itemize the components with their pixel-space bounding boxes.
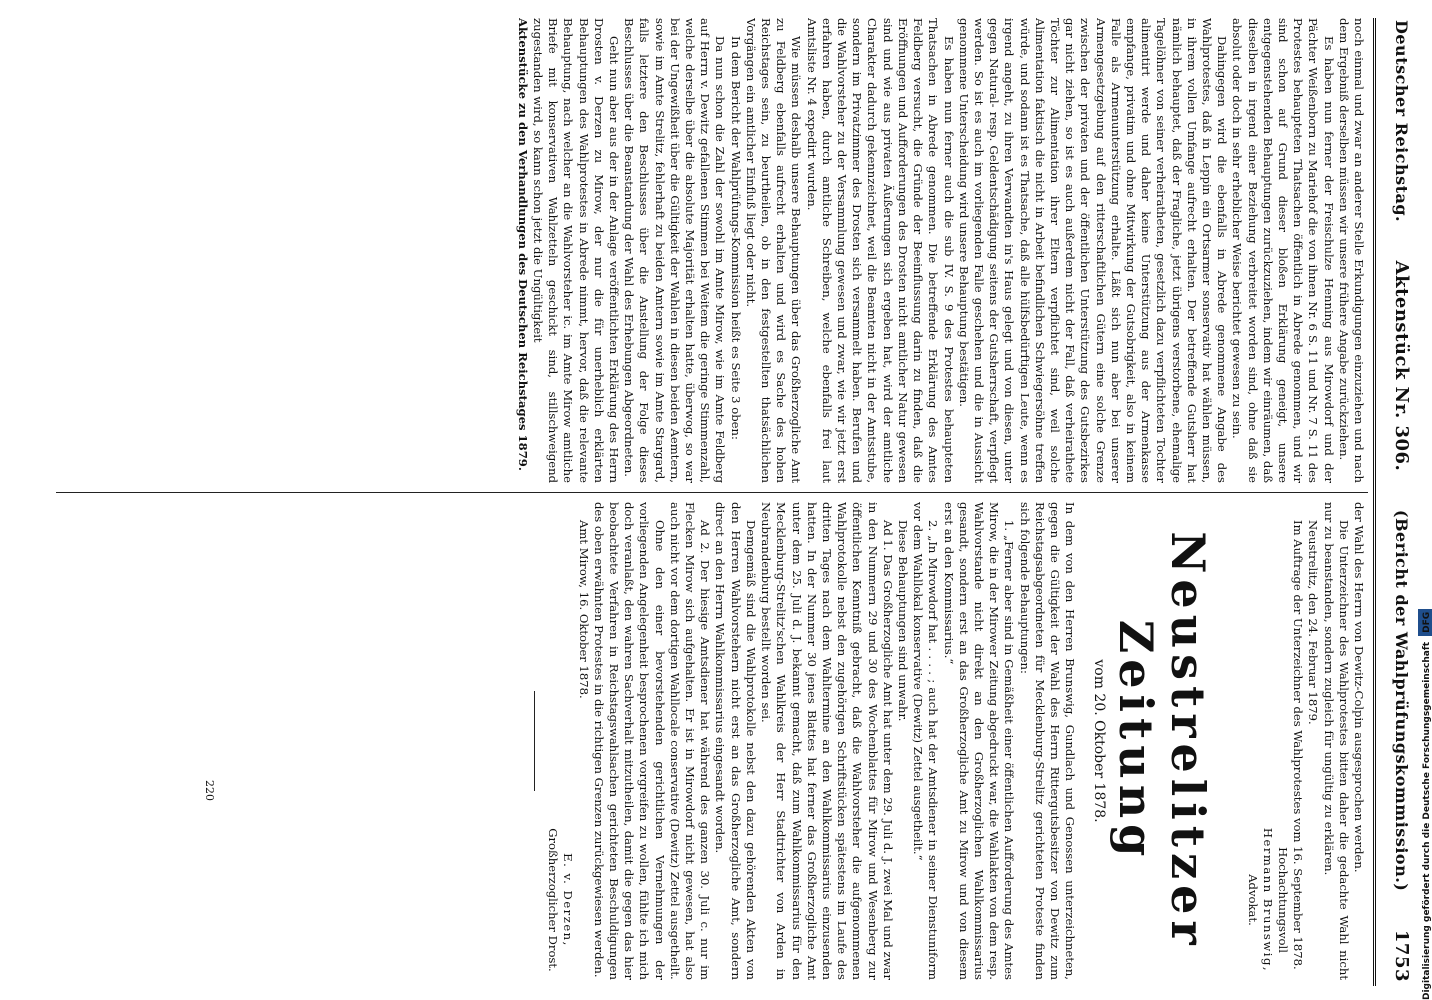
header-middle: Aktenstück Nr. 306. bbox=[1391, 260, 1412, 472]
right-paragraph: der Wahl des Herrn von Dewitz-Colpin ausgesprochen werden. bbox=[1352, 502, 1366, 873]
newspaper-page bbox=[16, 0, 1416, 1000]
right-paragraph: Ad 2. Der hiesige Amtsdiener hat während des ganzen 30. Juli c. nur im Flecken Mirow sich aufgehalten. Er ist in Mirowdorf nicht gewesen, hat also auch nicht vor dem dortigen Wahllocale conservative (Dewitz) Zettel ausgetheilt. bbox=[667, 502, 713, 980]
column-divider bbox=[56, 492, 1368, 493]
left-paragraph: Es haben nun ferner auch die sub IV. S. 9 des Protestes behaupteten Thatsachen in Abrede genommen. Die betreffende Erklärung des Amtes Feldberg versucht, die Gründe der Beeinflussung darin zu finden, daß die Eröffnungen und Aufforderungen des Drosten nicht amtlicher Natur gewesen sind und wie aus privaten Äußerungen sich ergeben hat, wird der amtliche Charakter dadurch gekennzeichnet, weil die Beamten nicht in der Amtsstube, sondern im Privatzimmer des Drosten sich versammelt haben. Berufen und die Wahlvorsteher zu der Versammlung gewesen und zwar, wie wir jetzt erst erfahren haben, durch amtliche Schreiben, welche ebenfalls frei laut Amtsliste Nr. 4 expedirt wurden. bbox=[804, 18, 956, 483]
left-paragraph: Dahingegen wird die ebenfalls in Abrede genommene Angabe des Wahlprotestes, daß in Leppin ein Ortsarmer sonservativ hat wählen müssen, in ihrem vollen Umfange aufrecht erhalten. Der betreffende Gutsherr hat nämlich behauptet, daß der Fragliche, jetzt übrigens verstorbene, ehemalige Tagelöhner von seiner verheiratheten, gesetzlich dazu verpflichteten Tochter alimentirt werde und daher keine Unterstützung aus der Armenkasse empfange, privatim und ohne Mitwirkung der Gutsobrigkeit, also in keinem Falle als Armenunterstützung erhalte. Läßt sich nun aber bei unserer Armengesetzgebung auf den ritterschaftlichen Gütern eine solche Grenze zwischen der privaten und der öffentlichen Unterstützung des Gutsbezirkes gar nicht ziehen, so ist es auch außerdem nicht der Fall, daß verheirathete Töchter zur Alimentation ihrer Eltern verpflichtet sind, weil solche Alimentation faktisch die nicht in Arbeit befindlichen Schwiegersöhne treffen würde, und sodann ist es Thatsache, daß alle hülfsbedürftigen Leute, wenn es irgend angeht, zu ihren Verwandten in's Haus gelegt und von diesen, unter gegen Natural- resp. Geldentschädigung seitens der Gutsherrschaft, verpflegt werden. So ist es auch im vorliegenden Falle geschehen und die in Aussicht genommene Unterscheidung wird unsere Behauptung bestätigen. bbox=[956, 18, 1230, 483]
right-paragraph: Ad 1. Das Großherzogliche Amt hat unter dem 29. Juli d. J. zwei Mal und zwar in den Nummern 29 und 30 des Wochenblattes für Mirow und Wesenberg zur öffentlichen Kenntniß gebracht, daß die Wahlvorsteher die aufgenommenen Wahlprotokolle nebst den zugehörigen Schriftstücken spätestens im Laufe des dritten Tages nach dem Wahltermine an den Wahlkommissarius einzusenden hatten. In der Nummer 30 jenes Blattes hat ferner das Großherzogliche Amt unter dem 25. Juli d. J. bekannt gemacht, daß zum Wahlkommissarius für den Mecklenburg-Strelitz'schen Wahlkreis der Herr Stadtrichter von Arden in Neubrandenburg bestellt worden sei. bbox=[759, 502, 895, 980]
header-page-number: 1753 bbox=[1391, 929, 1412, 982]
right-paragraph: Demgemäß sind die Wahlprotokolle nebst den dazu gehörenden Akten von den Herren Wahlvorstehern nicht erst an das Großherzogliche Amt, sondern direct an den Herrn Wahlkommissarius eingesandt worden. bbox=[713, 502, 758, 980]
masthead-title: Neustrelitzer Zeitung bbox=[1109, 531, 1216, 951]
right-date: Neustrelitz, den 24. Februar 1879. bbox=[1306, 520, 1321, 725]
scan-credit-strip bbox=[1412, 0, 1432, 1000]
right-paragraph: 1. „Ferner aber sind in Gemäßheit einer öffentlichen Aufforderung des Amtes Mirow, die in der Mirower Zeitung abgedruckt war, die Wahlakten von dem resp. Wahlvorstande nicht direkt an den Großherzoglichen Wahlkommissarius gesandt, sondern erst an das Großherzogliche Amt zu Mirow und von diesem erst an den Kommissarius.“ bbox=[941, 502, 1017, 980]
scan-credit-label: Digitalisierung gefördert durch die Deutsche Forschungsgemeinschaft bbox=[1422, 641, 1432, 1000]
left-paragraph: noch einmal und zwar an anderer Stelle Erkundigungen einzuziehen und nach dem Ergebniß derselben müssen wir unsere frühere Angabe zurückziehen. bbox=[1336, 18, 1366, 483]
signature-line: Großherzoglicher Drost. bbox=[546, 828, 561, 972]
right-paragraph: Ohne den einer bevorstehenden gerichtlichen Vernehmungen der vorliegenden Angelegenheit besprochenen vorgreifen zu wollen, fühlte ich mich doch veranlaßt, den wahren Sachverhalt mitzutheilen, damit die gegen das hier beobachtete Verfahren in Reichstagswahlsachen gerichteten Beschuldigungen des oben erwähnten Protestes in die richtigen Grenzen zurückgewiesen werden. bbox=[591, 502, 667, 980]
left-column bbox=[52, 18, 1366, 483]
signature-block bbox=[1244, 820, 1290, 980]
left-paragraph: In dem Bericht der Wahlprüfungs-Kommission heißt es Seite 3 oben: bbox=[728, 36, 743, 440]
scan-credit-text bbox=[1414, 0, 1432, 1000]
signature-line: Hermann Brunswig, bbox=[1260, 827, 1275, 973]
left-paragraph: Da nun schon die Zahl der sowohl im Amte Mirow, wie im Amte Feldberg auf Herrn v. Dewitz gefallenen Stimmen bei Weitem die geringe Stimmenzahl, welche derselbe über die absolute Majorität erhalten hatte, überwog, so war bei der Ungewißheit über die Gültigkeit der Wahlen in diesen beiden Aemtern, sowie im Amte Strelitz, fehlerhaft zu beiden Amtern sowie im Amte Stargard, falls letztere den Beschlusses über die Anstellung der Folge dieses Beschlusses über die Beanstandung der Wahl des Erhebungen Abgeordneten. bbox=[622, 18, 728, 483]
signature-row bbox=[1244, 502, 1290, 980]
right-paragraph: Diese Behauptungen sind unwahr. bbox=[895, 520, 910, 722]
left-paragraph: Es haben nun ferner der Freischulze Henning aus Mirowdorf und der Pächter Weißenborn zu Mariehof die von ihnen Nr. 6 S. 11 und Nr. 7 S. 11 des Protestes behaupteten Thatsachen öffentlich in Abrede genommen, und wir sind schon auf Grund dieser bloßen Erklärung geneigt, unsere entgegenstehenden Behauptungen zurückzuziehen, indem wir einräumen, daß dieselben in irgend einer Beziehung verbreitet worden sind, ohne daß sie absolut oder doch in sehr erheblicher Weise berichtet gewesen zu sein. bbox=[1230, 18, 1336, 483]
right-auftrag: Im Auftrage der Unterzeichner des Wahlprotestes vom 16. September 1878. bbox=[1291, 520, 1306, 970]
right-paragraph: 2. „In Mirowdorf hat . . . . ; auch hat der Amtsdiener in seiner Dienstuniform vor dem Wahllokal konservative (Dewitz) Zettel ausgetheilt.“ bbox=[911, 502, 941, 980]
signature-row bbox=[545, 502, 575, 980]
header-right: (Bericht der Wahlprüfungskommission.) bbox=[1392, 509, 1411, 892]
right-paragraph: Die Unterzeichner des Wahlprotestes bitten daher die gedachte Wahl nicht nur zu beanstanden, sondern zugleich für ungültig zu erklären. bbox=[1321, 502, 1351, 980]
left-paragraph: Geht nun aber aus der in der Anlage veröffentlichten Erklärung des Herrn Drosten v. Derzen zu Mirow, der nur die für unerheblich erklärten Behauptungen des Wahlprotestes in Abrede nimmt, hervor, daß die relevante Behauptung, nach welcher an die Wahlvorsteher ic. im Amte Mirow amtliche Briefe mit konservativen Wahlzetteln geschickt sind, stillschweigend zugestanden wird, so kann schon jetzt die Ungültigkeit bbox=[531, 18, 622, 483]
signature-line: Hochachtungsvoll bbox=[1275, 847, 1290, 953]
header-left: Deutscher Reichstag. bbox=[1392, 20, 1411, 223]
left-paragraph: Wie müssen deshalb unsere Behauptungen über das Großherzogliche Amt zu Feldberg ebenfalls aufrecht erhalten und wird es Sache des hohen Reichstages sein, zu beurtheilen, ob in den festgestellten thatsächlichen Vorgängen ein amtlicher Einfluß liegt oder nicht. bbox=[743, 18, 804, 483]
end-rule bbox=[534, 691, 535, 791]
left-footer: Aktenstücke zu den Verhandlungen des Deutschen Reichstages 1879. bbox=[515, 18, 530, 471]
right-paragraph: In dem von den Herren Brunswig, Gundlach und Genossen unterzeichneten, gegen die Gültigkeit der Wahl des Herrn Rittergutsbesitzer von Dewitz zum Reichstagsabgeordneten für Mecklenburg-Strelitz gerichteten Proteste finden sich folgende Behauptungen: bbox=[1017, 502, 1078, 980]
page-number: 220 bbox=[203, 780, 216, 801]
signature-block bbox=[545, 820, 575, 980]
dfg-logo: DFG bbox=[1418, 609, 1432, 636]
header-rule bbox=[1373, 18, 1376, 986]
signature-line: E. v. Derzen, bbox=[561, 853, 576, 947]
right-place-date: Amt Mirow, 16. Oktober 1878. bbox=[576, 520, 591, 699]
masthead-date: vom 20. Oktober 1878. bbox=[1091, 659, 1108, 823]
page-header bbox=[1378, 20, 1412, 982]
signature-line: Advokat. bbox=[1245, 874, 1260, 926]
right-column bbox=[52, 502, 1366, 980]
